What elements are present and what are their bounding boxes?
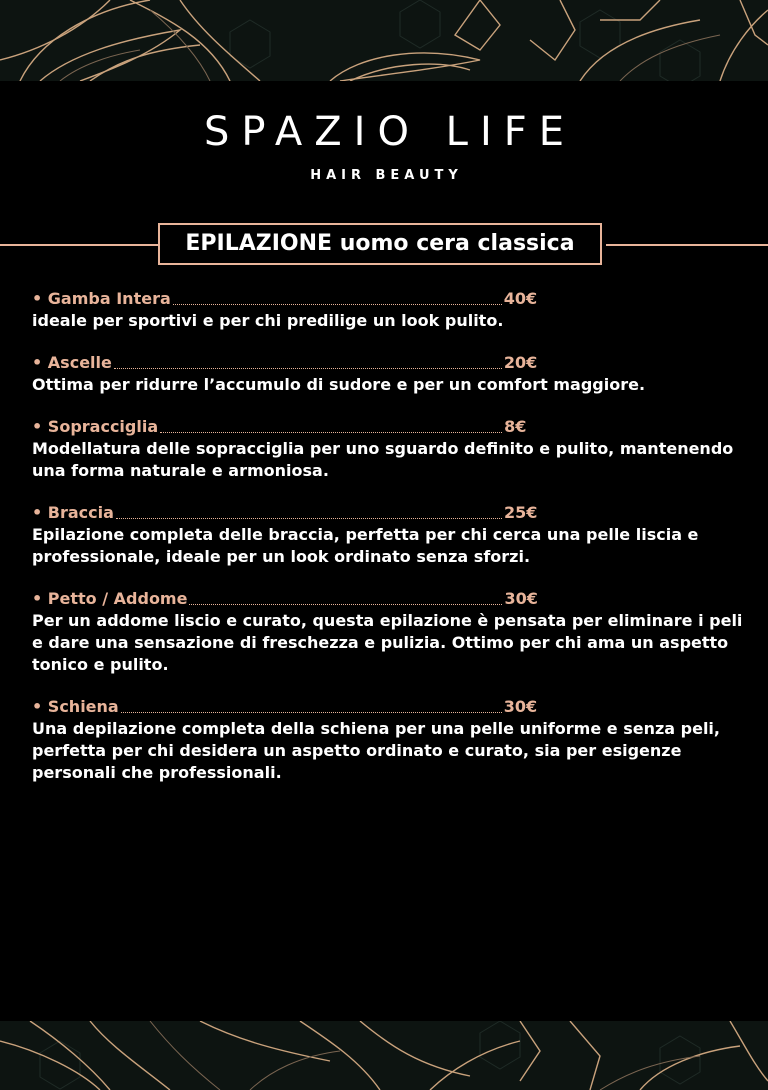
item-name: • Ascelle [32,353,112,372]
brand-logo-title: SPAZIO LIFE [203,109,577,155]
title-divider-left [0,244,158,246]
item-header [32,588,744,610]
item-header [32,416,744,438]
item-header [32,502,744,524]
decorative-leaf-band-top [0,0,768,81]
dotted-leader [189,604,502,605]
dotted-leader [116,518,502,519]
item-header [32,352,744,374]
item-description: Modellatura delle sopracciglia per uno sguardo definito e pulito, mantenendo una forma naturale e armoniosa. [32,439,734,480]
dotted-leader [160,432,502,433]
item-description: Epilazione completa delle braccia, perfetta per chi cerca una pelle liscia e professionale, ideale per un look ordinato senza sforzi. [32,525,699,566]
brand-tagline: HAIR BEAUTY [310,168,463,183]
item-price: 20€ [503,353,538,372]
item-name: • Gamba Intera [32,289,171,308]
item-header [32,696,744,718]
item-price: 25€ [503,503,538,522]
dotted-leader [121,712,502,713]
dotted-leader [173,304,502,305]
item-description: Una depilazione completa della schiena per una pelle uniforme e senza peli, perfetta per chi desidera un aspetto ordinato e curato, sia per esigenze personali che professionali. [32,719,720,782]
item-name: • Braccia [32,503,114,522]
list-item [32,352,744,396]
list-item [32,288,744,332]
gold-leaf-pattern-icon [0,0,768,81]
brand-header [0,104,768,183]
list-item [32,696,744,784]
item-price: 8€ [504,417,527,436]
item-price: 40€ [503,289,538,308]
item-description: Per un addome liscio e curato, questa epilazione è pensata per eliminare i peli e dare una sensazione di freschezza e pulizia. Ottimo per chi ama un aspetto tonico e pulito. [32,611,743,674]
item-name: • Petto / Addome [32,589,188,608]
decorative-leaf-band-bottom [0,1021,768,1090]
title-divider-right [606,244,768,246]
item-description: Ottima per ridurre l’accumulo di sudore e per un comfort maggiore. [32,375,646,394]
gold-leaf-pattern-icon [0,1021,768,1090]
item-name: • Sopracciglia [32,417,159,436]
section-title: EPILAZIONE uomo cera classica [158,223,602,265]
item-description: ideale per sportivi e per chi predilige un look pulito. [32,311,504,330]
list-item [32,416,744,482]
price-list [32,288,744,804]
list-item [32,588,744,676]
item-price: 30€ [503,697,538,716]
item-header [32,288,744,310]
list-item [32,502,744,568]
dotted-leader [114,368,502,369]
item-name: • Schiena [32,697,119,716]
item-price: 30€ [504,589,538,608]
